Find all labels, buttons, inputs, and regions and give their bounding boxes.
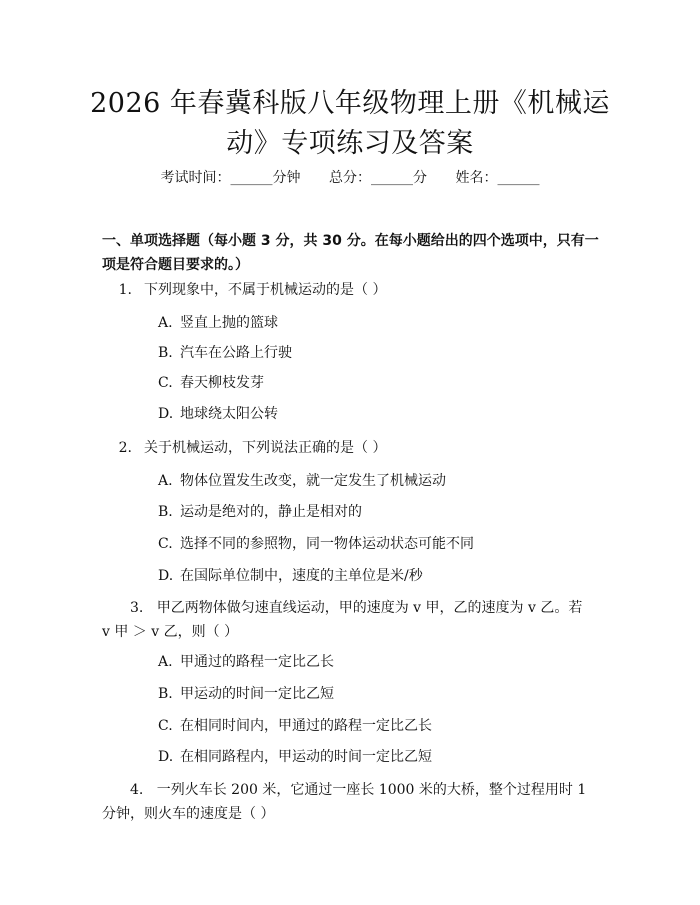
option-text: 在国际单位制中，速度的主单位是米/秒 <box>180 568 423 584</box>
option-text: 选择不同的参照物，同一物体运动状态可能不同 <box>180 536 474 552</box>
option-text: 物体位置发生改变，就一定发生了机械运动 <box>180 473 446 489</box>
total-score-field: 总分：______分 <box>329 170 427 186</box>
option-letter: C. <box>158 375 173 391</box>
question-3-option-a <box>158 650 588 674</box>
option-text: 竖直上抛的篮球 <box>180 315 278 331</box>
student-name-field: 姓名：______ <box>455 170 540 186</box>
question-1-option-b <box>158 341 588 365</box>
question-number: 1. <box>118 282 132 298</box>
option-letter: B. <box>158 686 173 702</box>
option-letter: A. <box>158 315 173 331</box>
question-3-stem <box>102 596 592 644</box>
question-2-stem <box>102 436 592 460</box>
question-text: 甲乙两物体做匀速直线运动，甲的速度为 v 甲，乙的速度为 v 乙。若 v 甲 ＞ v 乙，则（ ） <box>102 600 583 640</box>
question-text: 关于机械运动，下列说法正确的是（ ） <box>144 440 387 456</box>
option-letter: C. <box>158 536 173 552</box>
option-text: 在相同时间内，甲通过的路程一定比乙长 <box>180 718 432 734</box>
option-text: 甲运动的时间一定比乙短 <box>180 686 334 702</box>
exam-info-row <box>0 168 700 188</box>
question-1-option-c <box>158 371 588 395</box>
option-letter: D. <box>158 568 174 584</box>
question-2-option-a <box>158 469 588 493</box>
question-text: 一列火车长 200 米，它通过一座长 1000 米的大桥，整个过程用时 1 分钟，则火车的速度是（ ） <box>102 782 587 822</box>
option-letter: A. <box>158 654 173 670</box>
title-line-2: 动》专项练习及答案 <box>226 128 474 159</box>
option-text: 运动是绝对的，静止是相对的 <box>180 504 362 520</box>
question-2-option-b <box>158 500 588 524</box>
question-1-stem <box>102 278 592 302</box>
option-letter: B. <box>158 345 173 361</box>
question-1-option-d <box>158 402 588 426</box>
title-line-1: 2026 年春冀科版八年级物理上册《机械运 <box>90 88 610 119</box>
option-text: 地球绕太阳公转 <box>180 406 278 422</box>
option-text: 在相同路程内，甲运动的时间一定比乙短 <box>180 749 432 765</box>
option-text: 汽车在公路上行驶 <box>180 345 292 361</box>
option-text: 甲通过的路程一定比乙长 <box>180 654 334 670</box>
question-2-option-d <box>158 564 588 588</box>
question-4-stem <box>102 778 592 826</box>
option-text: 春天柳枝发芽 <box>180 375 264 391</box>
question-number: 3. <box>130 600 144 616</box>
option-letter: C. <box>158 718 173 734</box>
question-3-option-d <box>158 745 588 769</box>
document-title <box>80 84 620 164</box>
question-3-option-c <box>158 714 588 738</box>
option-letter: B. <box>158 504 173 520</box>
question-number: 4. <box>130 782 144 798</box>
question-text: 下列现象中，不属于机械运动的是（ ） <box>144 282 387 298</box>
question-number: 2. <box>118 440 132 456</box>
question-3-option-b <box>158 682 588 706</box>
question-2-option-c <box>158 532 588 556</box>
section-heading-single-choice: 一、单项选择题（每小题 3 分，共 30 分。在每小题给出的四个选项中，只有一项是符合题目要求的。） <box>102 233 599 273</box>
exam-time-field: 考试时间：______分钟 <box>160 170 301 186</box>
option-letter: D. <box>158 406 174 422</box>
option-letter: A. <box>158 473 173 489</box>
option-letter: D. <box>158 749 174 765</box>
question-1-option-a <box>158 311 588 335</box>
